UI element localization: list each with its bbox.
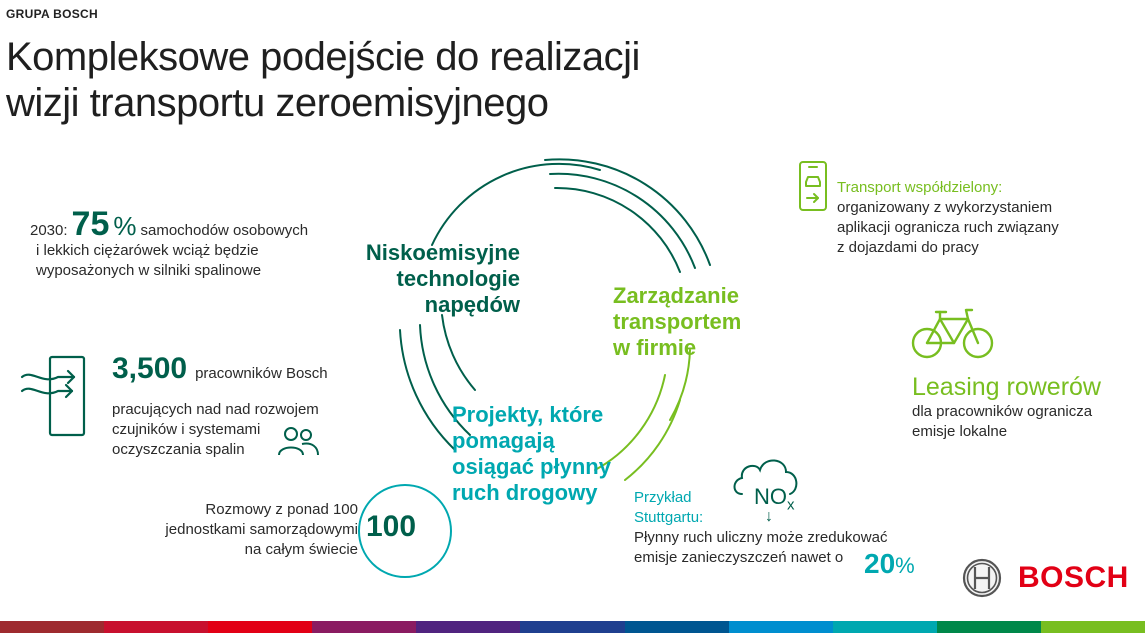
arc-left-1 [442,315,475,390]
nox-label [754,484,795,513]
stat-2030-text-1: samochodów osobowych [140,222,309,239]
color-bar-segment [833,621,937,633]
title-line-1: Kompleksowe podejście do realizacji [6,35,640,79]
color-bar-segment [0,621,104,633]
bike-leasing-text-1: dla pracowników ogranicza [912,403,1093,420]
stat-employees [112,352,328,386]
down-arrow-icon: ↓ [765,508,773,525]
stuttgart-stat [864,548,915,580]
stuttgart-label [634,488,703,528]
stat-employees-text-1: pracowników Bosch [195,365,328,382]
arrows-into-door-icon [18,355,104,439]
nox-sub: x [787,496,795,514]
group-label: GRUPA BOSCH [6,7,98,21]
section-projects-line-1: Projekty, które [452,402,604,427]
shared-transport-label: Transport współdzielony: [837,179,1003,196]
stat-2030-value: 75 [71,205,110,243]
section-low-emission [330,240,520,318]
stat-employees-value: 3,500 [112,352,188,385]
nox-main: NO [754,484,787,509]
stat-2030-prefix: 2030: [30,222,68,239]
shared-transport-text-3: z dojazdami do pracy [837,239,979,256]
stat-employees-text-4: oczyszczania spalin [112,441,245,458]
color-bar-segment [312,621,416,633]
section-low-emission-line-3: napędów [424,292,520,317]
arc-left-3 [400,330,455,450]
color-bar-segment [104,621,208,633]
arc-top-4 [555,188,680,272]
people-icon [276,425,320,457]
stuttgart-text-1: Płynny ruch uliczny może zredukować [634,529,888,546]
color-bar-segment [937,621,1041,633]
stat-employees-text-2: pracujących nad nad rozwojem [112,401,319,418]
section-projects-line-4: ruch drogowy [452,480,598,505]
stat-2030-unit: % [113,211,137,241]
color-bar-segment [520,621,624,633]
color-bar-segment [208,621,312,633]
stat-2030-text-3: wyposażonych w silniki spalinowe [36,262,262,279]
stat-talks-value: 100 [366,510,417,543]
color-bar-segment [416,621,520,633]
stat-employees-text-3: czujników i systemami [112,421,261,438]
stuttgart-unit: % [895,553,915,578]
stat-talks-text-3: na całym świecie [244,541,358,558]
section-management-line-2: transportem [613,309,742,334]
page-title [6,34,640,126]
section-projects-line-3: osiągać płynny [452,454,611,479]
section-low-emission-line-1: Niskoemisyjne [365,240,520,265]
bicycle-icon [910,305,996,361]
shared-transport-text-2: aplikacji ogranicza ruch związany [837,219,1059,236]
stuttgart-desc [634,528,887,568]
title-line-2: wizji transportu zeroemisyjnego [6,81,549,125]
section-management-line-1: Zarządzanie [613,283,739,308]
stat-talks-desc [110,500,358,560]
section-low-emission-line-2: technologie [396,266,520,291]
color-bar-segment [1041,621,1145,633]
bosch-armature-logo [962,558,1002,598]
shared-transport-text-1: organizowany z wykorzystaniem [837,199,1053,216]
section-projects-line-2: pomagają [452,428,555,453]
bike-leasing [912,372,1101,442]
arc-top-1 [432,164,600,245]
stat-talks-text-2: jednostkami samorządowymi [165,521,358,538]
stuttgart-value: 20 [864,548,896,579]
stat-talks-text-1: Rozmowy z ponad 100 [205,501,358,518]
section-management [613,283,741,361]
color-bar-segment [729,621,833,633]
bike-leasing-text-2: emisje lokalne [912,423,1008,440]
stuttgart-text-2: emisje zanieczyszczeń nawet o [634,549,844,566]
bosch-wordmark: BOSCH [1018,561,1129,594]
section-projects [452,402,611,506]
stuttgart-label-1: Przykład [634,489,692,506]
stuttgart-label-2: Stuttgartu: [634,509,704,526]
color-bar-segment [625,621,729,633]
stat-2030-text-2: i lekkich ciężarówek wciąż będzie [36,242,259,259]
bike-leasing-label: Leasing rowerów [912,373,1101,401]
phone-car-icon [798,160,828,212]
stat-2030 [30,207,308,281]
shared-transport [837,178,1059,258]
brand-color-bar [0,621,1145,633]
section-management-line-3: w firmie [613,335,697,360]
